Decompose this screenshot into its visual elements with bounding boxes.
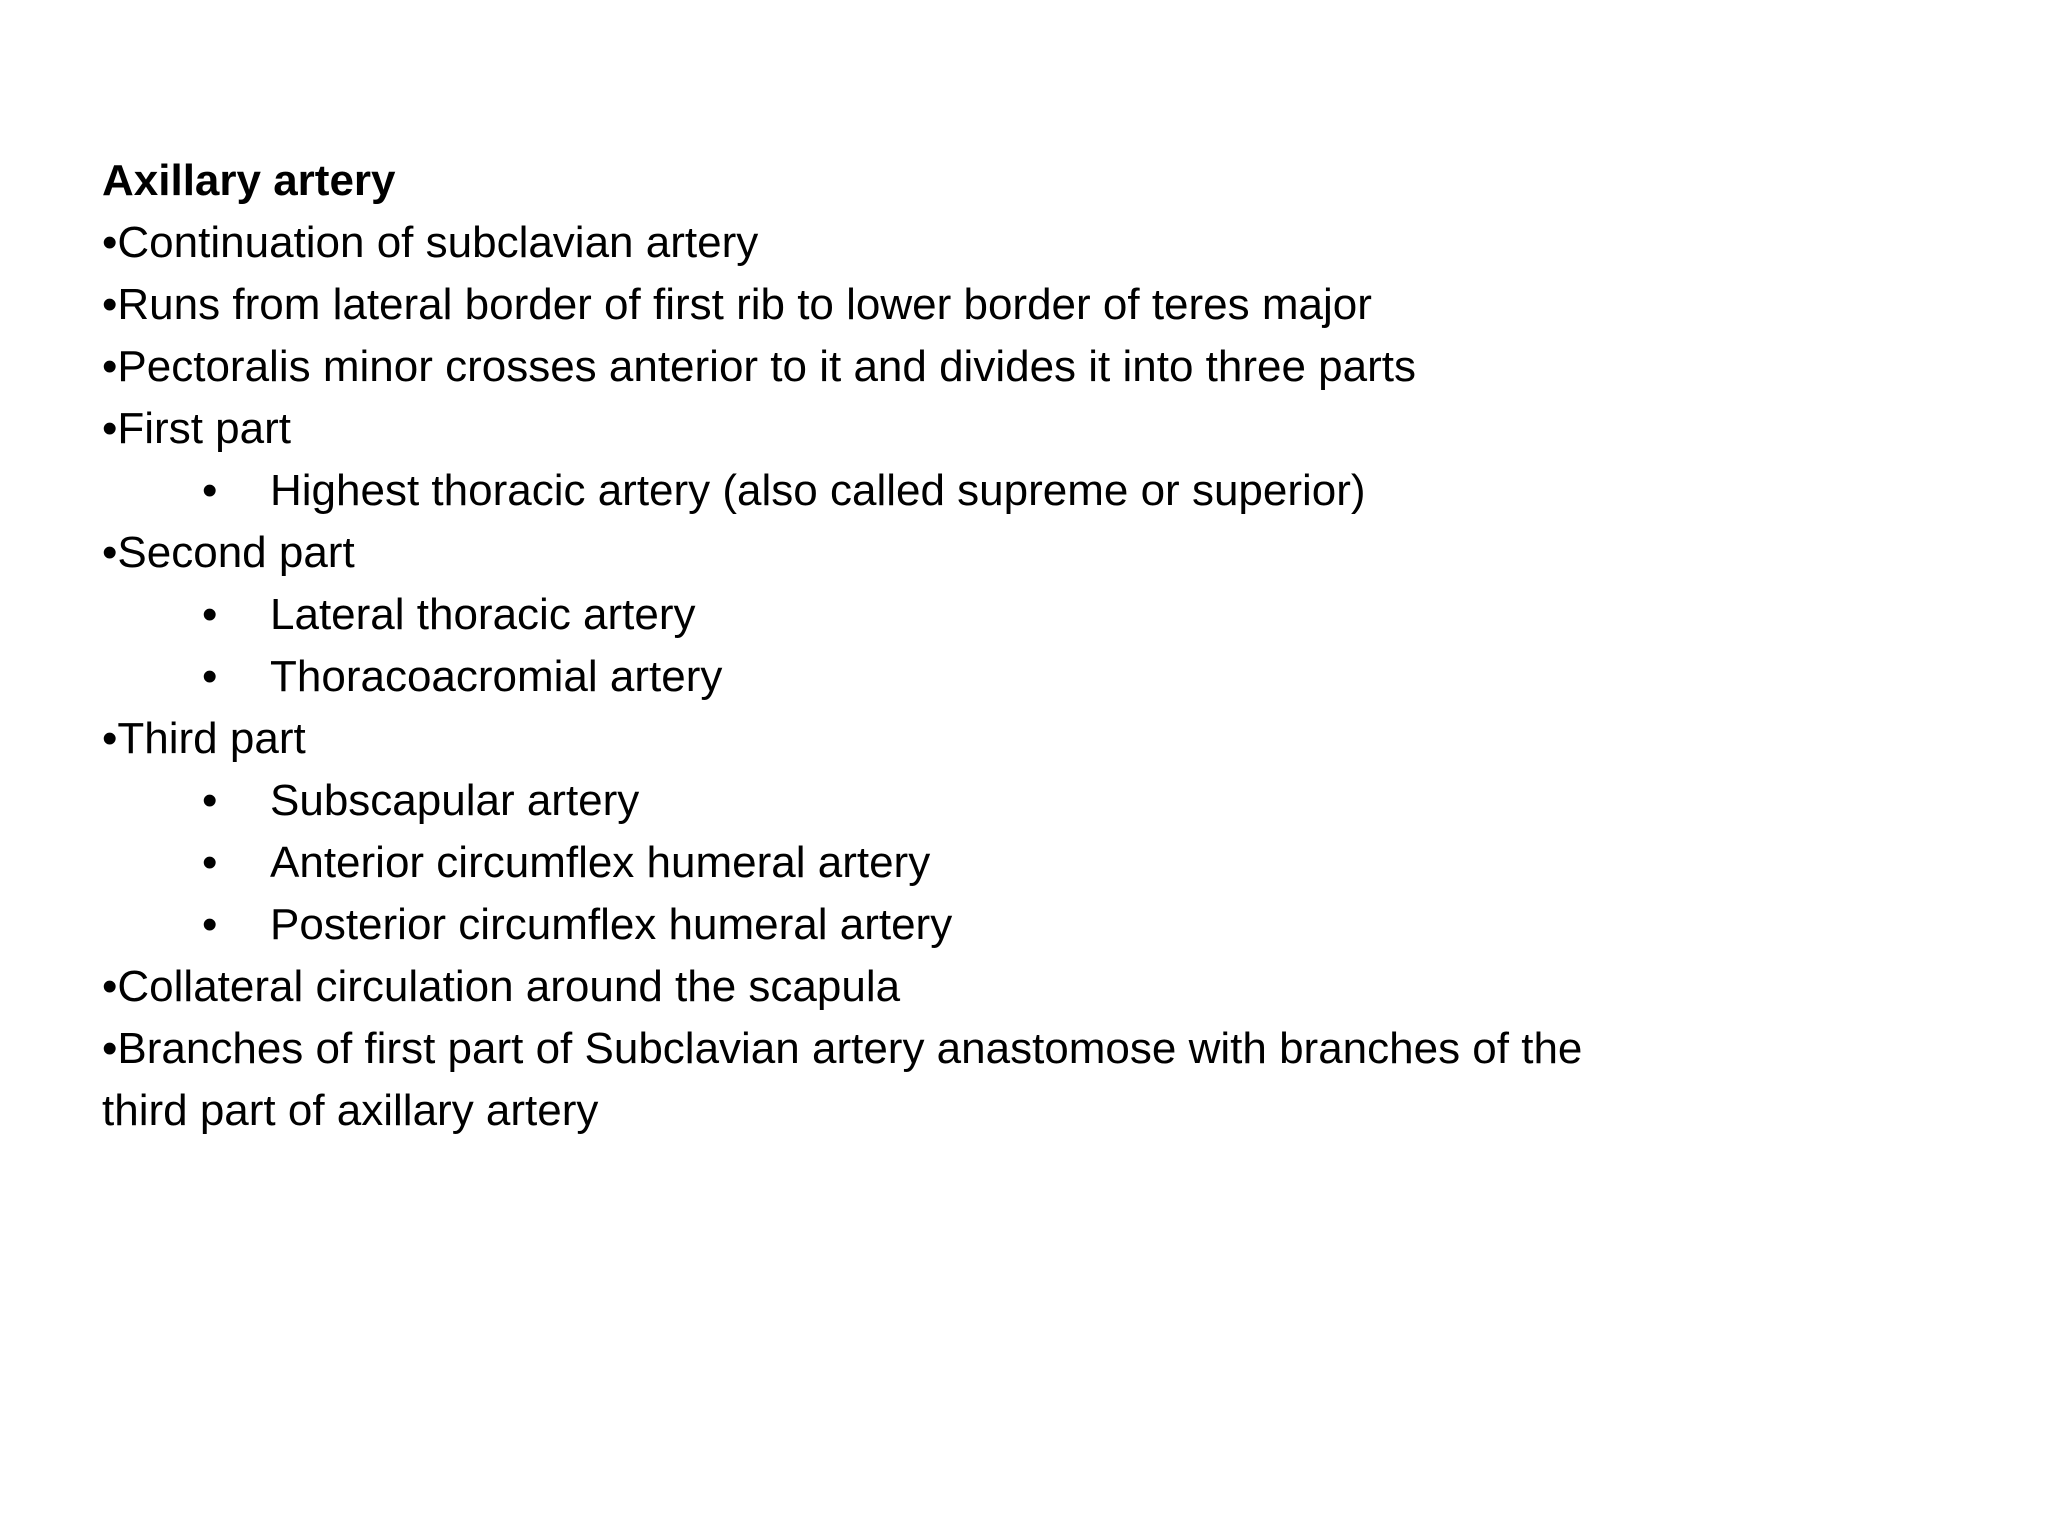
list-item-text: First part [117,404,291,453]
bullet-icon: • [102,962,118,1011]
list-item [102,274,1902,336]
bullet-icon: • [102,1024,118,1073]
bullet-icon: • [202,590,218,639]
bullet-icon: • [202,466,218,515]
list-item [102,1018,1902,1080]
list-item-text: Continuation of subclavian artery [117,218,759,267]
list-item-text: Third part [117,714,306,763]
list-item [102,398,1902,460]
sub-list-item [102,646,1902,708]
list-item-text: Highest thoracic artery (also called supreme or superior) [270,466,1366,515]
bullet-icon: • [202,652,218,701]
bullet-icon: • [202,900,218,949]
bullet-icon: • [102,218,118,267]
list-item-text: Anterior circumflex humeral artery [270,838,931,887]
list-item-continuation: third part of axillary artery [102,1086,599,1135]
slide-content [102,150,1902,1142]
list-item-text: Second part [117,528,355,577]
bullet-icon: • [102,528,118,577]
bullet-icon: • [102,714,118,763]
list-item-text: Collateral circulation around the scapula [117,962,901,1011]
sub-list-item [102,460,1902,522]
list-item [102,522,1902,584]
bullet-icon: • [102,404,118,453]
list-item [102,708,1902,770]
list-item [102,212,1902,274]
list-item-text: Subscapular artery [270,776,640,825]
slide-title: Axillary artery [102,156,396,205]
bullet-icon: • [202,776,218,825]
sub-list-item [102,584,1902,646]
list-item [102,336,1902,398]
bullet-icon: • [202,838,218,887]
sub-list-item [102,832,1902,894]
sub-list-item [102,894,1902,956]
list-item [102,956,1902,1018]
list-item-text: Runs from lateral border of first rib to lower border of teres major [117,280,1372,329]
list-item-text: Pectoralis minor crosses anterior to it and divides it into three parts [117,342,1416,391]
list-item-text: Posterior circumflex humeral artery [270,900,953,949]
list-item-text: Lateral thoracic artery [270,590,696,639]
list-item-text: Thoracoacromial artery [270,652,723,701]
list-item-text: Branches of first part of Subclavian artery anastomose with branches of the [117,1024,1583,1073]
bullet-icon: • [102,342,118,391]
sub-list-item [102,770,1902,832]
bullet-icon: • [102,280,118,329]
